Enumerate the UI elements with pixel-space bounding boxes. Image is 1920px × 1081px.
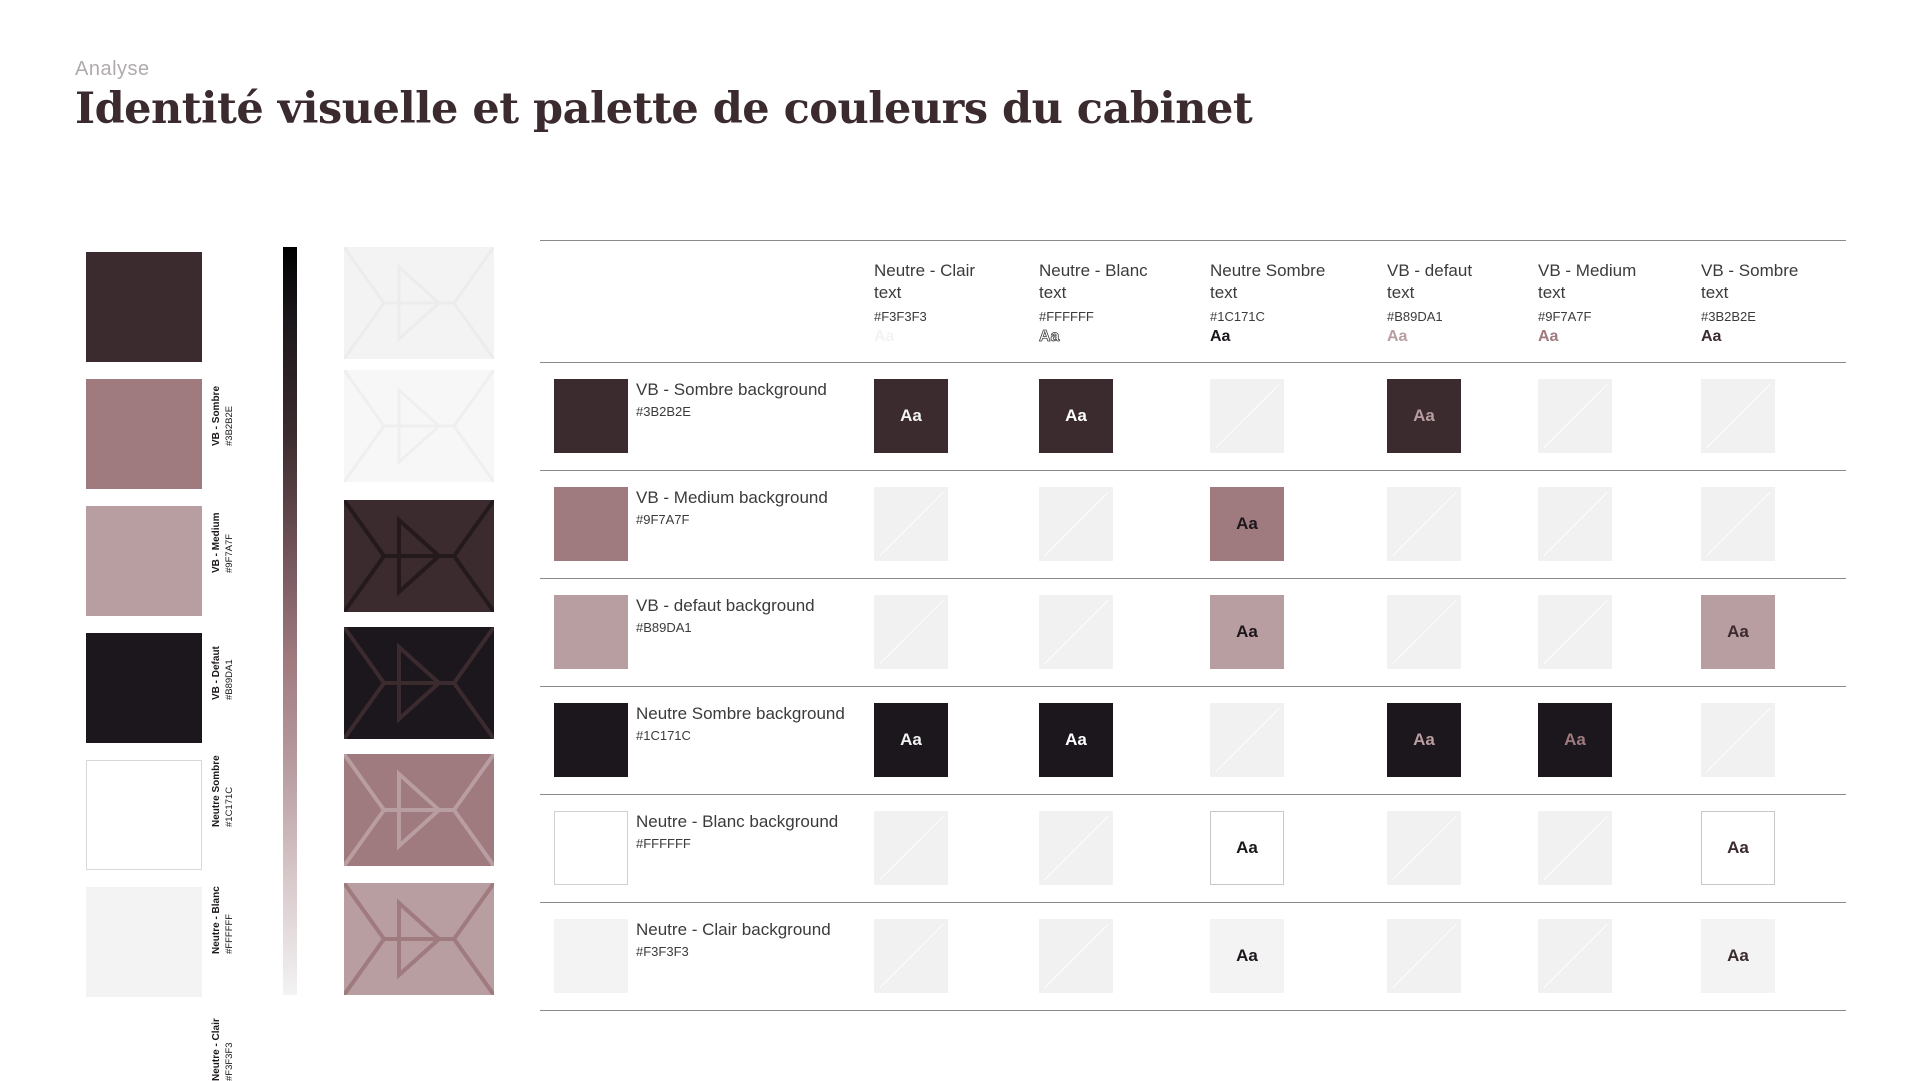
column-hex: #FFFFFF [1039, 309, 1094, 324]
contrast-cell-empty [1538, 811, 1612, 885]
swatch-neutre-blanc [86, 760, 246, 954]
swatch-name: VB - Medium [211, 512, 222, 573]
swatch-name: VB - Sombre [211, 385, 222, 446]
contrast-cell-empty [1387, 487, 1461, 561]
column-hex: #3B2B2E [1701, 309, 1756, 324]
contrast-cell: Aa [874, 703, 948, 777]
contrast-cell-empty [874, 919, 948, 993]
contrast-cell-empty [1701, 703, 1775, 777]
column-subtitle: text [1039, 283, 1067, 302]
contrast-cell-empty [1210, 379, 1284, 453]
contrast-cell-empty [1538, 595, 1612, 669]
swatch-color [86, 633, 202, 743]
swatch-hex: #F3F3F3 [224, 1042, 235, 1081]
row-name: Neutre Sombre background [636, 704, 845, 723]
contrast-cell-empty [1039, 487, 1113, 561]
contrast-cell: Aa [874, 379, 948, 453]
pattern-vb-sombre [344, 500, 494, 612]
row-name: Neutre - Blanc background [636, 812, 839, 831]
contrast-cell-empty [1538, 487, 1612, 561]
swatch-name: Neutre - Clair [211, 1018, 222, 1081]
row-name: VB - Medium background [636, 488, 828, 507]
row-hex: #FFFFFF [636, 836, 691, 851]
contrast-cell-empty [1387, 919, 1461, 993]
table-row [540, 578, 1846, 686]
contrast-cell-empty [1701, 487, 1775, 561]
contrast-cell: Aa [1039, 379, 1113, 453]
swatch-hex: #3B2B2E [224, 405, 235, 446]
column-sample: Aa [1701, 328, 1722, 345]
contrast-cell: Aa [1210, 919, 1284, 993]
gradient-bar [283, 247, 297, 995]
contrast-cell-empty [1039, 919, 1113, 993]
column-name: Neutre - Blanc [1039, 261, 1148, 280]
contrast-cell-empty [874, 487, 948, 561]
column-subtitle: text [1387, 283, 1415, 302]
row-swatch [554, 379, 628, 453]
contrast-cell-empty [1701, 379, 1775, 453]
swatch-neutre-sombre [86, 633, 246, 827]
swatch-vb-sombre [86, 252, 246, 446]
contrast-cell-empty [874, 595, 948, 669]
column-name: VB - Sombre [1701, 261, 1799, 280]
row-swatch [554, 487, 628, 561]
column-subtitle: text [1701, 283, 1729, 302]
pattern-neutre-clair [344, 247, 494, 359]
contrast-cell: Aa [1701, 919, 1775, 993]
row-hex: #1C171C [636, 728, 691, 743]
swatch-hex: #B89DA1 [224, 659, 235, 700]
column-header-vb-defaut [1387, 260, 1547, 346]
row-name: VB - Sombre background [636, 380, 827, 399]
section-eyebrow: Analyse [75, 58, 150, 80]
contrast-cell: Aa [1701, 595, 1775, 669]
row-swatch [554, 811, 628, 885]
column-sample: Aa [1387, 328, 1408, 345]
pattern-neutre-sombre [344, 627, 494, 739]
swatch-name: Neutre - Blanc [211, 886, 222, 954]
column-name: VB - defaut [1387, 261, 1473, 280]
column-sample: Aa [874, 328, 895, 345]
column-hex: #1C171C [1210, 309, 1265, 324]
contrast-cell: Aa [1387, 379, 1461, 453]
row-swatch [554, 595, 628, 669]
swatch-color [86, 252, 202, 362]
contrast-cell-empty [1538, 379, 1612, 453]
swatch-hex: #1C171C [224, 786, 235, 827]
column-subtitle: text [874, 283, 902, 302]
swatch-vb-medium [86, 379, 246, 573]
row-hex: #3B2B2E [636, 404, 691, 419]
row-hex: #9F7A7F [636, 512, 690, 527]
swatch-hex: #FFFFFF [224, 913, 235, 954]
column-header-neutre-blanc [1039, 260, 1199, 346]
column-sample: Aa [1039, 328, 1060, 345]
contrast-cell: Aa [1210, 487, 1284, 561]
column-hex: #9F7A7F [1538, 309, 1592, 324]
swatch-vb-defaut [86, 506, 246, 700]
pattern-neutre-blanc [344, 370, 494, 482]
column-header-neutre-sombre [1210, 260, 1370, 346]
column-hex: #F3F3F3 [874, 309, 927, 324]
contrast-cell-empty [1210, 703, 1284, 777]
column-header-vb-sombre [1701, 260, 1861, 346]
contrast-cell: Aa [1701, 811, 1775, 885]
pattern-vb-defaut [344, 883, 494, 995]
table-divider [540, 240, 1846, 241]
swatch-neutre-clair [86, 887, 246, 1081]
contrast-cell: Aa [1210, 595, 1284, 669]
table-row [540, 362, 1846, 470]
table-row [540, 686, 1846, 794]
contrast-cell-empty [1039, 595, 1113, 669]
column-header-neutre-clair [874, 260, 1034, 346]
contrast-cell: Aa [1210, 811, 1284, 885]
page-title: Identité visuelle et palette de couleurs du cabinet [75, 84, 1253, 134]
column-subtitle: text [1538, 283, 1566, 302]
column-sample: Aa [1210, 328, 1231, 345]
contrast-cell-empty [874, 811, 948, 885]
row-name: VB - defaut background [636, 596, 815, 615]
table-divider [540, 1010, 1846, 1011]
swatch-name: Neutre Sombre [211, 755, 222, 827]
swatch-color [86, 379, 202, 489]
row-hex: #F3F3F3 [636, 944, 689, 959]
contrast-cell-empty [1387, 811, 1461, 885]
contrast-cell: Aa [1538, 703, 1612, 777]
column-name: VB - Medium [1538, 261, 1637, 280]
table-row [540, 902, 1846, 1010]
swatch-color [86, 506, 202, 616]
column-name: Neutre - Clair [874, 261, 976, 280]
swatch-hex: #9F7A7F [224, 533, 235, 573]
row-swatch [554, 703, 628, 777]
row-swatch [554, 919, 628, 993]
contrast-cell: Aa [1039, 703, 1113, 777]
swatch-color [86, 887, 202, 997]
table-row [540, 794, 1846, 902]
column-header-vb-medium [1538, 260, 1698, 346]
pattern-vb-medium [344, 754, 494, 866]
column-sample: Aa [1538, 328, 1559, 345]
contrast-cell-empty [1039, 811, 1113, 885]
column-name: Neutre Sombre [1210, 261, 1326, 280]
contrast-cell-empty [1387, 595, 1461, 669]
contrast-cell: Aa [1387, 703, 1461, 777]
column-subtitle: text [1210, 283, 1238, 302]
row-hex: #B89DA1 [636, 620, 692, 635]
row-name: Neutre - Clair background [636, 920, 831, 939]
contrast-cell-empty [1538, 919, 1612, 993]
table-row [540, 470, 1846, 578]
swatch-color [86, 760, 202, 870]
swatch-name: VB - Defaut [211, 646, 222, 700]
column-hex: #B89DA1 [1387, 309, 1443, 324]
